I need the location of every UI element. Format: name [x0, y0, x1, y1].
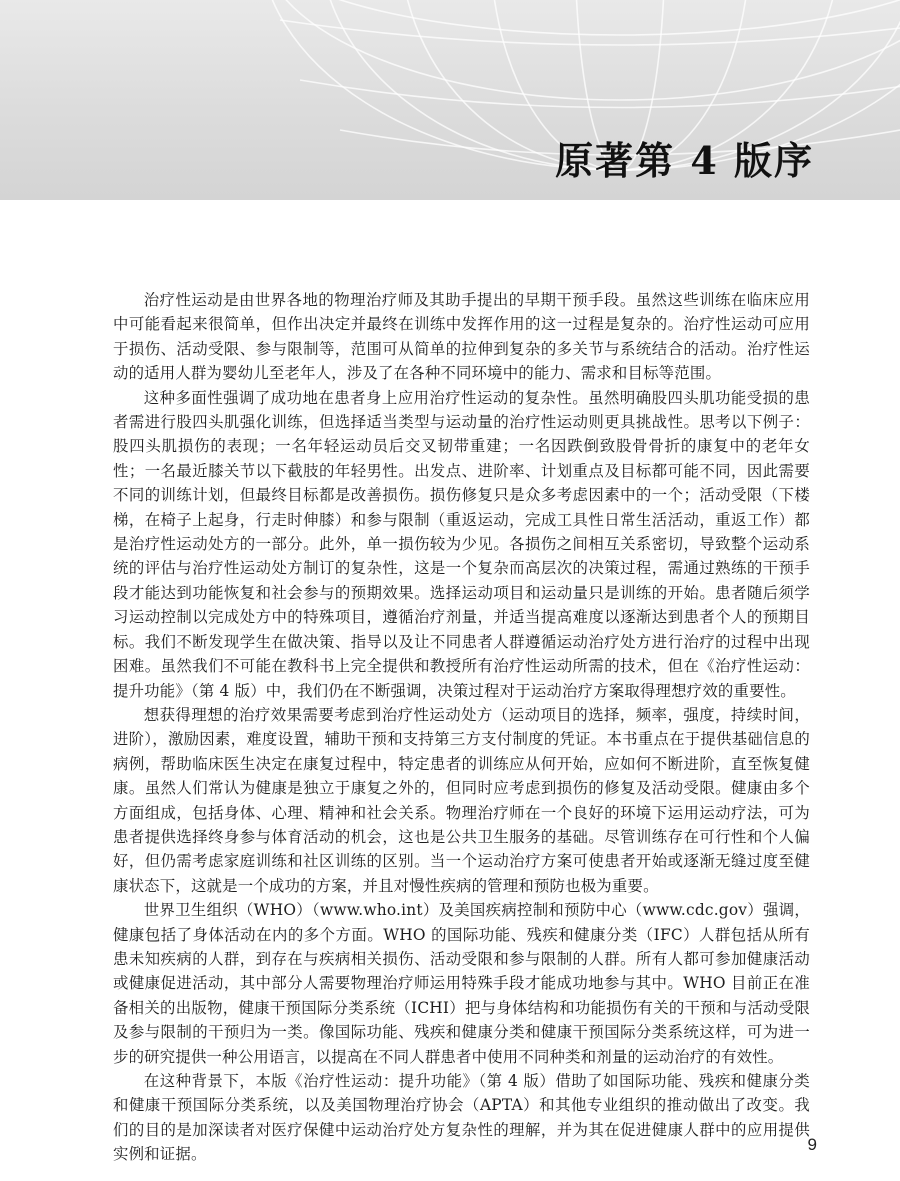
page-number: 9: [807, 1135, 817, 1154]
paragraph: 治疗性运动是由世界各地的物理治疗师及其助手提出的早期干预手段。虽然这些训练在临床应用中可能看起来很简单，但作出决定并最终在训练中发挥作用的这一过程是复杂的。治疗性运动可应用于损伤、活动受限、参与限制等，范围可从简单的拉伸到复杂的多关节与系统结合的活动。治疗性运动的适用人群为婴幼儿至老年人，涉及了在各种不同环境中的能力、需求和目标等范围。: [113, 291, 810, 383]
header-band: [0, 0, 900, 200]
paragraph: 想获得理想的治疗效果需要考虑到治疗性运动处方（运动项目的选择，频率，强度，持续时间，进阶），激励因素，难度设置，辅助干预和支持第三方支付制度的凭证。本书重点在于提供基础信息的病例，帮助临床医生决定在康复过程中，特定患者的训练应从何开始，应如何不断进阶，直至恢复健康。虽然人们常认为健康是独立于康复之外的，但同时应考虑到损伤的修复及活动受限。健康由多个方面组成，包括身体、心理、精神和社会关系。物理治疗师在一个良好的环境下运用运动疗法，可为患者提供选择终身参与体育活动的机会，这也是公共卫生服务的基础。尽管训练存在可行性和个人偏好，但仍需考虑家庭训练和社区训练的区别。当一个运动治疗方案可使患者开始或逐渐无缝过度至健康状态下，这就是一个成功的方案，并且对慢性疾病的管理和预防也极为重要。: [113, 705, 810, 895]
paragraph: 在这种背景下，本版《治疗性运动：提升功能》（第 4 版）借助了如国际功能、残疾和健康分类和健康干预国际分类系统，以及美国物理治疗协会（APTA）和其他专业组织的推动做出了改变。我们的目的是加深读者对医疗保健中运动治疗处方复杂性的理解，并为其在促进健康人群中的应用提供实例和证据。: [113, 1072, 810, 1164]
preface-body: [113, 288, 810, 1167]
paragraph: 世界卫生组织（WHO）（www.who.int）及美国疾病控制和预防中心（www.cdc.gov）强调，健康包括了身体活动在内的多个方面。WHO 的国际功能、残疾和健康分类（IFC）人群包括从所有患未知疾病的人群，到存在与疾病相关损伤、活动受限和参与限制的人群。所有人都可参加健康活动或健康促进活动，其中部分人需要物理治疗师运用特殊手段才能成功地参与其中。WHO 目前正在准备相关的出版物，健康干预国际分类系统（ICHI）把与身体结构和功能损伤有关的干预和与活动受限及参与限制的干预归为一类。像国际功能、残疾和健康分类和健康干预国际分类系统这样，可为进一步的研究提供一种公用语言，以提高在不同人群患者中使用不同种类和剂量的运动治疗的有效性。: [113, 901, 810, 1066]
paragraph: 这种多面性强调了成功地在患者身上应用治疗性运动的复杂性。虽然明确股四头肌功能受损的患者需进行股四头肌强化训练，但选择适当类型与运动量的治疗性运动则更具挑战性。思考以下例子：股四头肌损伤的表现；一名年轻运动员后交叉韧带重建；一名因跌倒致股骨骨折的康复中的老年女性；一名最近膝关节以下截肢的年轻男性。出发点、进阶率、计划重点及目标都可能不同，因此需要不同的训练计划，但最终目标都是改善损伤。损伤修复只是众多考虑因素中的一个；活动受限（下楼梯，在椅子上起身，行走时伸膝）和参与限制（重返运动，完成工具性日常生活活动，重返工作）都是治疗性运动处方的一部分。此外，单一损伤较为少见。各损伤之间相互关系密切，导致整个运动系统的评估与治疗性运动处方制订的复杂性，这是一个复杂而高层次的决策过程，需通过熟练的干预手段才能达到功能恢复和社会参与的预期效果。选择运动项目和运动量只是训练的开始。患者随后须学习运动控制以完成处方中的特殊项目，遵循治疗剂量，并适当提高难度以逐渐达到患者个人的预期目标。我们不断发现学生在做决策、指导以及让不同患者人群遵循运动治疗处方进行治疗的过程中出现困难。虽然我们不可能在教科书上完全提供和教授所有治疗性运动所需的技术，但在《治疗性运动：提升功能》（第 4 版）中，我们仍在不断强调，决策过程对于运动治疗方案取得理想疗效的重要性。: [113, 388, 810, 700]
page-title: 原著第 4 版序: [555, 138, 814, 183]
